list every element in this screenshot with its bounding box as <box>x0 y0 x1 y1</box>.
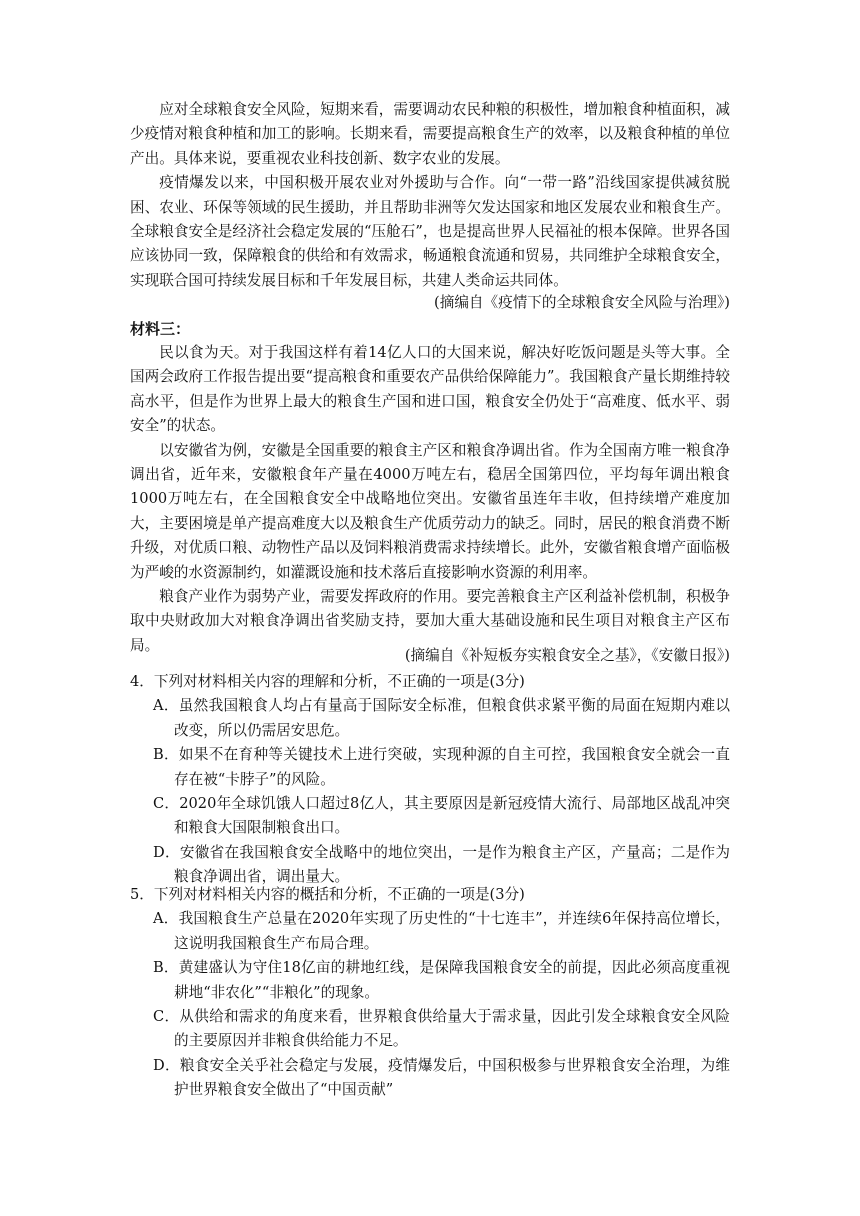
question-5 <box>130 883 730 1103</box>
question-4-stem: 4．下列对材料相关内容的理解和分析，不正确的一项是(3分) <box>130 673 525 690</box>
question-4-option-a: A．虽然我国粮食人均占有量高于国际安全标准，但粮食供求紧平衡的局面在短期内难以改变，所以仍需居安思危。 <box>153 697 730 739</box>
question-5-option-d: D．粮食安全关乎社会稳定与发展，疫情爆发后，中国积极参与世界粮食安全治理，为维护世界粮食安全做出了“中国贡献” <box>153 1056 730 1099</box>
question-5-stem: 5．下列对材料相关内容的概括和分析，不正确的一项是(3分) <box>130 886 525 903</box>
question-5-option-a: A．我国粮食生产总量在2020年实现了历史性的“十七连丰”，并连续6年保持高位增长，这说明我国粮食生产布局合理。 <box>153 910 730 952</box>
question-4-option-d: D．安徽省在我国粮食安全战略中的地位突出，一是作为粮食主产区，产量高；二是作为粮食净调出省，调出量大。 <box>153 843 730 886</box>
material-3-paragraph-1: 民以食为天。对于我国这样有着14亿人口的大国来说，解决好吃饭问题是头等大事。全国两会政府工作报告提出要“提高粮食和重要农产品供给保障能力”。我国粮食产量长期维持较高水平，但是作为世界上最大的粮食生产国和进口国，粮食安全仍处于“高难度、低水平、弱安全”的状态。 <box>130 344 730 435</box>
question-4-option-b: B．如果不在育种等关键技术上进行突破，实现种源的自主可控，我国粮食安全就会一直存在被“卡脖子”的风险。 <box>153 746 730 788</box>
intro-paragraph-2: 疫情爆发以来，中国积极开展农业对外援助与合作。向“一带一路”沿线国家提供减贫脱困、农业、环保等领域的民生援助，并且帮助非洲等欠发达国家和地区发展农业和粮食生产。全球粮食安全是经济社会稳定发展的“压舱石”，也是提高世界人民福祉的根本保障。世界各国应该协同一致，保障粮食的供给和有效需求，畅通粮食流通和贸易，共同维护全球粮食安全，实现联合国可持续发展目标和千年发展目标，共建人类命运共同体。 <box>130 174 730 289</box>
intro-paragraph-1: 应对全球粮食安全风险，短期来看，需要调动农民种粮的积极性，增加粮食种植面积，减少疫情对粮食种植和加工的影响。长期来看，需要提高粮食生产的效率，以及粮食种植的单位产出。具体来说，要重视农业科技创新、数字农业的发展。 <box>130 101 730 167</box>
source-citation-1: (摘编自《疫情下的全球粮食安全风险与治理》) <box>434 294 730 311</box>
material-3-paragraph-2: 以安徽省为例，安徽是全国重要的粮食主产区和粮食净调出省。作为全国南方唯一粮食净调出省，近年来，安徽粮食年产量在4000万吨左右，稳居全国第四位，平均每年调出粮食 1000万吨左右，在全国粮食安全中战略地位突出。安徽省虽连年丰收，但持续增产难度加大，主要困境是单产提高难度大以及粮食生产优质劳动力的缺乏。同时，居民的粮食消费不断升级，对优质口粮、动物性产品以及饲料粮消费需求持续增长。此外，安徽省粮食增产面临极为严峻的水资源制约，如灌溉设施和技术落后直接影响水资源的利用率。 <box>130 441 730 581</box>
material-3-section <box>130 317 730 341</box>
question-4-option-c: C．2020年全球饥饿人口超过8亿人，其主要原因是新冠疫情大流行、局部地区战乱冲突和粮食大国限制粮食出口。 <box>153 795 730 837</box>
source-citation-1-wrap <box>130 291 730 315</box>
material-3-body <box>130 341 730 658</box>
question-5-option-c: C．从供给和需求的角度来看，世界粮食供给量大于需求量，因此引发全球粮食安全风险的主要原因并非粮食供给能力不足。 <box>153 1008 730 1050</box>
source-citation-2-wrap <box>130 644 730 668</box>
question-4 <box>130 670 730 890</box>
material-3-paragraph-3: 粮食产业作为弱势产业，需要发挥政府的作用。要完善粮食主产区利益补偿机制，积极争取中央财政加大对粮食净调出省奖励支持，要加大重大基础设施和民生项目对粮食主产区布局。 <box>130 588 730 654</box>
intro-section <box>130 98 730 293</box>
source-citation-2: (摘编自《补短板夯实粮食安全之基》，《安徽日报》) <box>404 647 730 664</box>
material-3-heading: 材料三： <box>130 320 191 338</box>
question-5-option-b: B．黄建盛认为守住18亿亩的耕地红线，是保障我国粮食安全的前提，因此必须高度重视耕地“非农化”“非粮化”的现象。 <box>153 959 730 1001</box>
